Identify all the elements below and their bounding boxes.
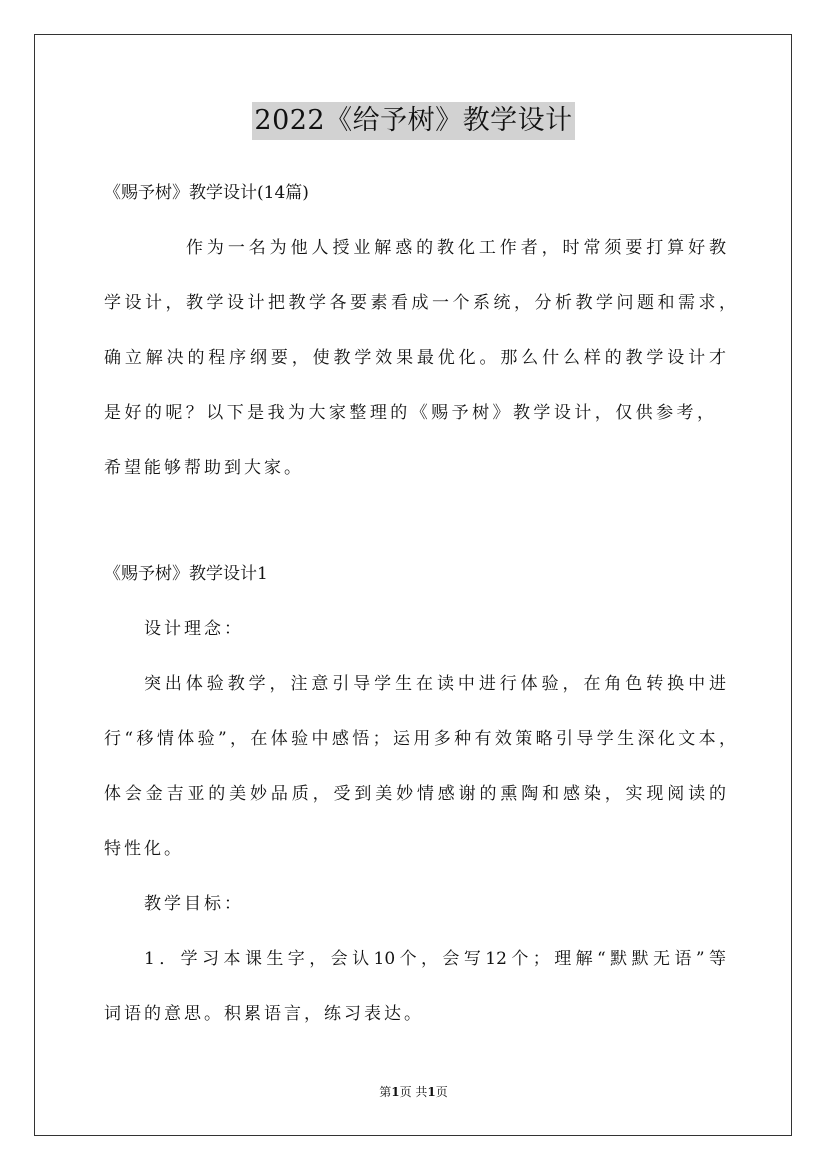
concept-line-4: 特性化。 (104, 839, 184, 859)
footer-page-number: 1 (391, 1085, 400, 1099)
intro-line-2: 学设计，教学设计把教学各要素看成一个系统，分析教学问题和需求， (104, 293, 736, 313)
goal-line-2: 词语的意思。积累语言，练习表达。 (104, 1004, 424, 1024)
footer-suffix: 页 (435, 1085, 448, 1099)
footer-prefix: 第 (379, 1085, 392, 1099)
document-subtitle: 《赐予树》教学设计(14篇) (104, 183, 309, 203)
footer-total-pages: 1 (427, 1085, 436, 1099)
goal-line-1: 1．学习本课生字，会认10个，会写12个；理解“默默无语”等 (144, 949, 726, 969)
footer-middle: 页 共 (399, 1085, 428, 1099)
intro-line-3: 确立解决的程序纲要，使教学效果最优化。那么什么样的教学设计才 (104, 348, 726, 368)
intro-line-4: 是好的呢？以下是我为大家整理的《赐予树》教学设计，仅供参考， (104, 403, 714, 423)
page-footer (0, 1084, 827, 1100)
concept-line-3: 体会金吉亚的美妙品质，受到美妙情感谢的熏陶和感染，实现阅读的 (104, 784, 726, 804)
concept-heading: 设计理念： (144, 619, 244, 639)
intro-line-5: 希望能够帮助到大家。 (104, 458, 304, 478)
concept-line-1: 突出体验教学，注意引导学生在读中进行体验，在角色转换中进 (144, 674, 726, 694)
section-heading: 《赐予树》教学设计1 (104, 564, 268, 584)
concept-line-2: 行“移情体验”，在体验中感悟；运用多种有效策略引导学生深化文本， (104, 729, 736, 749)
intro-line-1: 作为一名为他人授业解惑的教化工作者，时常须要打算好教 (186, 238, 726, 258)
goals-heading: 教学目标： (144, 894, 244, 914)
document-title: 2022《给予树》教学设计 (252, 102, 574, 140)
title-container (0, 102, 827, 140)
